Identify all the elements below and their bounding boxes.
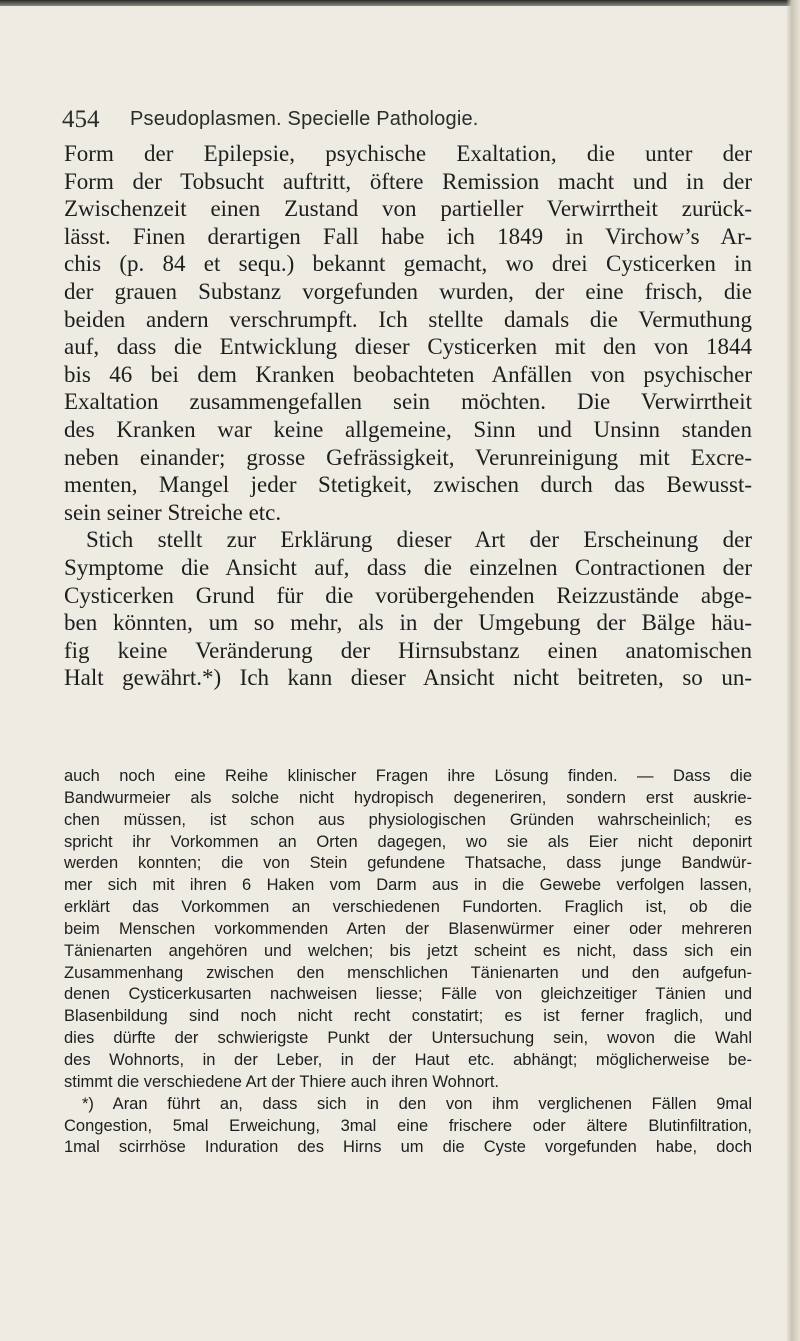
text-line: neben einander; grosse Gefrässigkeit, Verunreinigung mit Excre-	[64, 444, 752, 470]
small-text-line: werden konnten; die von Stein gefundene Thatsache, dass junge Bandwür-	[64, 854, 752, 873]
small-text-line: dies dürfte der schwierigste Punkt der Untersuchung sein, wovon die Wahl	[64, 1029, 752, 1048]
text-line: menten, Mangel jeder Stetigkeit, zwischen durch das Bewusst-	[64, 472, 752, 498]
small-text-line: stimmt die verschiedene Art der Thiere auch ihren Wohnort.	[64, 1072, 500, 1091]
text-line: sein seiner Streiche etc.	[64, 499, 282, 525]
text-line: auf, dass die Entwicklung dieser Cysticerken mit den von 1844	[64, 334, 752, 360]
text-line: des Kranken war keine allgemeine, Sinn und Unsinn standen	[64, 416, 752, 442]
footnote-line: *) Aran führt an, dass sich in den von ihm verglichenen Fällen 9mal	[82, 1094, 752, 1113]
text-line: Form der Epilepsie, psychische Exaltation, die unter der	[64, 141, 752, 166]
text-line: Exaltation zusammengefallen sein möchten. Die Verwirrtheit	[64, 389, 752, 415]
footnote-line: 1mal scirrhöse Induration des Hirns um die Cyste vorgefunden habe, doch	[64, 1138, 752, 1157]
small-print-block	[64, 766, 752, 1159]
text-line: Halt gewährt.*) Ich kann dieser Ansicht nicht beitreten, so un-	[64, 665, 752, 691]
text-line: Stich stellt zur Erklärung dieser Art der Erscheinung der	[86, 527, 752, 553]
text-line: Cysticerken Grund für die vorübergehenden Reizzustände abge-	[64, 582, 752, 608]
scan-top-border	[0, 0, 800, 6]
small-text-line: Blasenbildung sind noch nicht recht constatirt; es ist ferner fraglich, und	[64, 1007, 752, 1026]
running-head: Pseudoplasmen. Specielle Pathologie.	[130, 108, 479, 130]
small-text-line: des Wohnorts, in der Leber, in der Haut etc. abhängt; möglicherweise be-	[64, 1050, 752, 1069]
small-text-line: Tänienarten angehören und welchen; bis jetzt scheint es nicht, dass sich ein	[64, 941, 752, 960]
text-line: Form der Tobsucht auftritt, öftere Remission macht und in der	[64, 168, 752, 194]
page-header	[62, 104, 752, 144]
small-text-line: Bandwurmeier als solche nicht hydropisch degeneriren, sondern erst auskrie-	[64, 788, 752, 807]
text-line: fig keine Veränderung der Hirnsubstanz einen anatomischen	[64, 637, 752, 663]
text-line: bis 46 bei dem Kranken beobachteten Anfällen von psychischer	[64, 361, 752, 387]
scan-right-gutter	[786, 0, 800, 1341]
main-text	[64, 140, 752, 692]
page-number: 454	[62, 106, 100, 133]
small-text-line: spricht ihr Vorkommen an Orten dagegen, wo sie als Eier nicht deponirt	[64, 832, 752, 851]
text-line: ben könnten, um so mehr, als in der Umgebung der Bälge häu-	[64, 610, 752, 636]
small-text-line: Zusammenhang zwischen den menschlichen Tänienarten und den aufgefun-	[64, 963, 752, 982]
small-text-line: beim Menschen vorkommenden Arten der Blasenwürmer einer oder mehreren	[64, 919, 752, 938]
small-text-line: erklärt das Vorkommen an verschiedenen Fundorten. Fraglich ist, ob die	[64, 898, 752, 917]
text-line: chis (p. 84 et sequ.) bekannt gemacht, wo drei Cysticerken in	[64, 251, 752, 277]
small-text-line: denen Cysticerkusarten nachweisen liesse; Fälle von gleichzeitiger Tänien und	[64, 985, 752, 1004]
small-text-line: mer sich mit ihren 6 Haken vom Darm aus in die Gewebe verfolgen lassen,	[64, 876, 752, 895]
small-text-line: auch noch eine Reihe klinischer Fragen ihre Lösung finden. — Dass die	[64, 767, 752, 785]
text-line: lässt. Finen derartigen Fall habe ich 1849 in Virchow’s Ar-	[64, 223, 752, 249]
small-text-line: chen müssen, ist schon aus physiologischen Gründen wahrscheinlich; es	[64, 810, 752, 829]
text-line: Symptome die Ansicht auf, dass die einzelnen Contractionen der	[64, 554, 752, 580]
text-line: beiden andern verschrumpft. Ich stellte damals die Vermuthung	[64, 306, 752, 332]
text-line: der grauen Substanz vorgefunden wurden, der eine frisch, die	[64, 278, 752, 304]
text-line: Zwischenzeit einen Zustand von partieller Verwirrtheit zurück-	[64, 196, 752, 222]
footnote-line: Congestion, 5mal Erweichung, 3mal eine frischere oder ältere Blutinfiltration,	[64, 1116, 752, 1135]
